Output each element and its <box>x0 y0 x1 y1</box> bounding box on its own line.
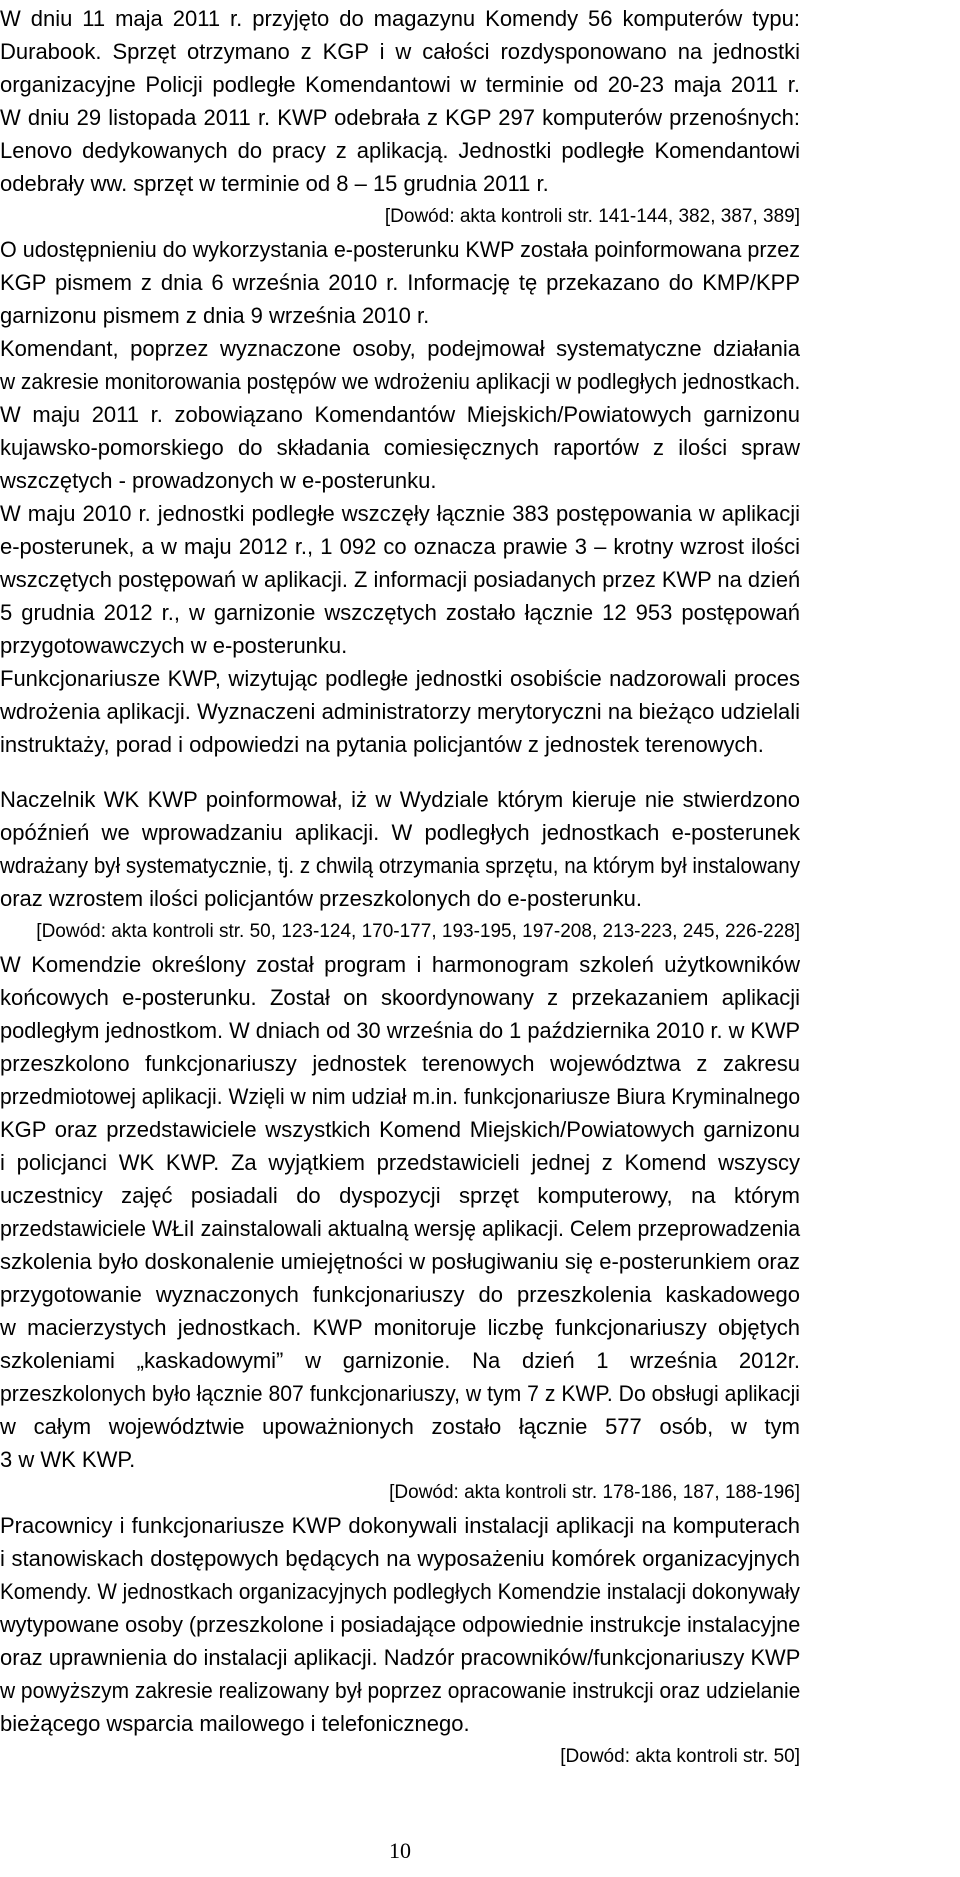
text-line: garnizonu pismem z dnia 9 września 2010 r. <box>0 303 430 328</box>
text-line: wytypowane osoby (przeszkolone i posiadające odpowiednie instrukcje instalacyjne <box>0 1612 801 1637</box>
text-line: przygotowawczych w e-posterunku. <box>0 633 348 658</box>
text-line: oraz wzrostem ilości policjantów przeszkolonych do e-posterunku. <box>0 886 642 911</box>
text-line: W dniu 29 listopada 2011 r. KWP odebrała z KGP 297 komputerów przenośnych: <box>0 105 800 130</box>
text-line: i stanowiskach dostępowych będących na wyposażeniu komórek organizacyjnych <box>0 1546 800 1571</box>
text-line: wdrażany był systematycznie, tj. z chwilą otrzymania sprzętu, na którym był instalowany <box>0 853 800 878</box>
text-line: W dniu 11 maja 2011 r. przyjęto do magazynu Komendy 56 komputerów typu: <box>0 6 800 31</box>
text-line: w macierzystych jednostkach. KWP monitoruje liczbę funkcjonariuszy objętych <box>0 1315 800 1340</box>
document-body <box>0 2 800 1773</box>
text-line: Komendy. W jednostkach organizacyjnych podległych Komendzie instalacji dokonywały <box>0 1579 800 1604</box>
page-number: 10 <box>389 1838 411 1863</box>
evidence-citation: [Dowód: akta kontroli str. 178-186, 187, 188-196] <box>389 1482 800 1503</box>
text-line: Naczelnik WK KWP poinformował, iż w Wydziale którym kieruje nie stwierdzono <box>0 787 800 812</box>
text-line: wszczętych postępowań w aplikacji. Z informacji posiadanych przez KWP na dzień <box>0 567 801 592</box>
text-line: 3 w WK KWP. <box>0 1447 136 1472</box>
text-line: instruktaży, porad i odpowiedzi na pytania policjantów z jednostek terenowych. <box>0 732 764 757</box>
text-line: W Komendzie określony został program i harmonogram szkoleń użytkowników <box>0 952 800 977</box>
text-line: opóźnień we wprowadzaniu aplikacji. W podległych jednostkach e-posterunek <box>0 820 800 845</box>
text-line: oraz uprawnienia do instalacji aplikacji. Nadzór pracowników/funkcjonariuszy KWP <box>0 1645 801 1670</box>
text-line: wdrożenia aplikacji. Wyznaczeni administratorzy merytoryczni na bieżąco udzielali <box>0 699 800 724</box>
text-line: e-posterunek, a w maju 2012 r., 1 092 co oznacza prawie 3 – krotny wzrost ilości <box>0 534 800 559</box>
text-line: organizacyjne Policji podległe Komendantowi w terminie od 20-23 maja 2011 r. <box>0 72 800 97</box>
text-line: przeszkolono funkcjonariuszy jednostek terenowych województwa z zakresu <box>0 1051 800 1076</box>
text-line: Funkcjonariusze KWP, wizytując podległe jednostki osobiście nadzorowali proces <box>0 666 800 691</box>
evidence-citation: [Dowód: akta kontroli str. 141-144, 382, 387, 389] <box>384 206 800 227</box>
text-line: KGP pismem z dnia 6 września 2010 r. Informację tę przekazano do KMP/KPP <box>0 270 800 295</box>
text-line: Lenovo dedykowanych do pracy z aplikacją. Jednostki podległe Komendantowi <box>0 138 800 163</box>
text-line: i policjanci WK KWP. Za wyjątkiem przedstawicieli jednej z Komend wszyscy <box>0 1150 800 1175</box>
text-line: wszczętych - prowadzonych w e-posterunku. <box>0 468 437 493</box>
text-line: szkoleniami „kaskadowymi” w garnizonie. Na dzień 1 września 2012r. <box>0 1348 800 1373</box>
text-line: przygotowanie wyznaczonych funkcjonariuszy do przeszkolenia kaskadowego <box>0 1282 800 1307</box>
text-line: w zakresie monitorowania postępów we wdrożeniu aplikacji w podległych jednostkach. <box>0 369 801 394</box>
text-line: kujawsko-pomorskiego do składania comiesięcznych raportów z ilości spraw <box>0 435 800 460</box>
text-line: bieżącego wsparcia mailowego i telefonicznego. <box>0 1711 470 1736</box>
text-line: W maju 2010 r. jednostki podległe wszczęły łącznie 383 postępowania w aplikacji <box>0 501 800 526</box>
text-line: Komendant, poprzez wyznaczone osoby, podejmował systematyczne działania <box>0 336 800 361</box>
text-line: Pracownicy i funkcjonariusze KWP dokonywali instalacji aplikacji na komputerach <box>0 1513 800 1538</box>
evidence-citation: [Dowód: akta kontroli str. 50, 123-124, 170-177, 193-195, 197-208, 213-223, 245, 226-228] <box>36 921 800 942</box>
text-line: W maju 2011 r. zobowiązano Komendantów Miejskich/Powiatowych garnizonu <box>0 402 800 427</box>
text-line: KGP oraz przedstawiciele wszystkich Komend Miejskich/Powiatowych garnizonu <box>0 1117 800 1142</box>
text-line: 5 grudnia 2012 r., w garnizonie wszczętych zostało łącznie 12 953 postępowań <box>0 600 800 625</box>
text-line: uczestnicy zajęć posiadali do dyspozycji sprzęt komputerowy, na którym <box>0 1183 800 1208</box>
text-line: przeszkolonych było łącznie 807 funkcjonariuszy, w tym 7 z KWP. Do obsługi aplikacji <box>0 1381 800 1406</box>
text-line: podległym jednostkom. W dniach od 30 września do 1 października 2010 r. w KWP <box>0 1018 801 1043</box>
text-line: szkolenia było doskonalenie umiejętności w posługiwaniu się e-posterunkiem oraz <box>0 1249 800 1274</box>
text-line: w całym województwie upoważnionych zostało łącznie 577 osób, w tym <box>0 1414 800 1439</box>
text-line: O udostępnieniu do wykorzystania e-posterunku KWP została poinformowana przez <box>0 237 800 262</box>
text-line: Durabook. Sprzęt otrzymano z KGP i w całości rozdysponowano na jednostki <box>0 39 800 64</box>
text-line: końcowych e-posterunku. Został on skoordynowany z przekazaniem aplikacji <box>0 985 800 1010</box>
text-line: odebrały ww. sprzęt w terminie od 8 – 15 grudnia 2011 r. <box>0 171 549 196</box>
text-line: przedstawiciele WŁiI zainstalowali aktualną wersję aplikacji. Celem przeprowadzenia <box>0 1216 801 1241</box>
paragraph-gap <box>0 761 800 783</box>
text-line: w powyższym zakresie realizowany był poprzez opracowanie instrukcji oraz udzielanie <box>0 1678 801 1703</box>
evidence-citation: [Dowód: akta kontroli str. 50] <box>560 1746 800 1767</box>
text-line: przedmiotowej aplikacji. Wzięli w nim udział m.in. funkcjonariusze Biura Kryminalnego <box>0 1084 801 1109</box>
